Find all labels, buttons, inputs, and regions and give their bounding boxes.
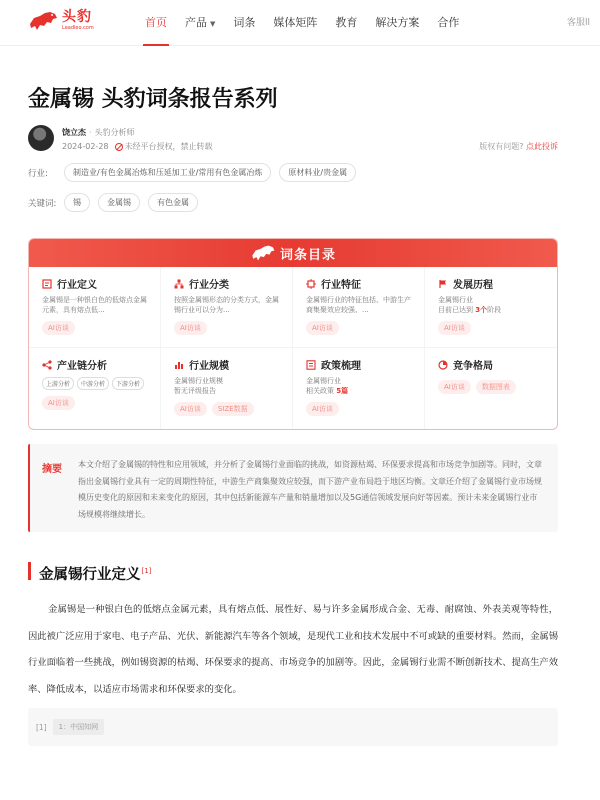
logo-text: 头豹 xyxy=(62,9,92,25)
author-role: 头豹分析师 xyxy=(94,128,135,137)
scale-icon xyxy=(174,360,184,370)
ai-interview-tag[interactable]: AI访谈 xyxy=(174,321,207,335)
author-avatar[interactable] xyxy=(28,125,54,151)
entry-toc xyxy=(28,238,558,430)
publish-date: 2024-02-28 xyxy=(62,142,109,151)
nav-products[interactable]: 产品 ▼ xyxy=(185,16,216,29)
upstream-analysis-tag[interactable]: 上游分析 xyxy=(42,377,74,390)
ai-interview-tag[interactable]: AI访谈 xyxy=(438,321,471,335)
report-link[interactable]: 点此投诉 xyxy=(526,142,558,151)
industry-tag[interactable]: 制造业/有色金属冶炼和压延加工业/常用有色金属冶炼 xyxy=(64,163,271,182)
toc-item-description: 金属锡行业的特征包括、中游生产商集聚效应较强、... xyxy=(306,296,411,314)
summary-box xyxy=(28,444,558,532)
definition-icon xyxy=(42,279,52,289)
section-accent-bar xyxy=(28,562,31,580)
toc-item-classification[interactable]: 行业分类 按照金属锡形态的分类方式，金属锡行业可以分为... AI访谈 xyxy=(161,267,293,348)
main-nav xyxy=(136,0,468,46)
keywords-label: 关键词: xyxy=(28,198,57,209)
keyword-tags xyxy=(28,193,206,212)
toc-title: 词条目录 xyxy=(279,247,336,263)
toc-item-features[interactable]: 行业特征 金属锡行业的特征包括、中游生产商集聚效应较强、... AI访谈 xyxy=(293,267,425,348)
feature-icon xyxy=(306,279,316,289)
summary-label: 摘要 xyxy=(42,464,62,475)
toc-item-description: 金属锡是一种银白色的低熔点金属元素，具有熔点低... xyxy=(42,296,147,314)
competition-icon xyxy=(438,360,448,370)
history-icon xyxy=(438,279,448,289)
industry-label: 行业: xyxy=(28,168,48,179)
keyword-tag[interactable]: 金属锡 xyxy=(98,193,140,212)
ai-interview-tag[interactable]: AI访谈 xyxy=(42,321,75,335)
author-name[interactable]: 饶立杰 xyxy=(62,128,86,137)
industry-tag[interactable]: 原材料业/贵金属 xyxy=(279,163,356,182)
ai-interview-tag[interactable]: AI访谈 xyxy=(306,402,339,416)
size-data-tag[interactable]: SIZE数据 xyxy=(212,402,254,416)
customer-service-link[interactable]: 客服ll xyxy=(566,18,590,28)
summary-text: 本文介绍了金属锡的特性和应用领域，并分析了金属锡行业面临的挑战，如资源枯竭、环保要求提高和市场竞争加剧等。同时，文章指出金属锡行业具有一定的周期性特征，中游生产商集聚效应较强，而下游产业布局趋于地区均衡。文章还介绍了金属锡行业市场规模历史变化的原因和未来变化的原因，其中包括新能源车产量和销量增加以及5G通信领域发展向好等因素。预计未来金属锡行业市场规模将继续增长。 xyxy=(78,460,542,519)
author-separator: · xyxy=(89,128,92,137)
toc-item-competition[interactable]: 竞争格局 AI访谈 数据图表 xyxy=(425,348,557,430)
toc-item-industry-chain[interactable]: 产业链分析 上游分析 中游分析 下游分析 AI访谈 xyxy=(29,348,161,430)
toc-item-description: 金属锡行业规模 暂无评级报告 xyxy=(174,377,223,395)
nav-cooperation[interactable]: 合作 xyxy=(437,16,460,29)
ai-interview-tag[interactable]: AI访谈 xyxy=(174,402,207,416)
leadleo-logo[interactable] xyxy=(28,9,94,32)
ai-interview-tag[interactable]: AI访谈 xyxy=(438,380,471,394)
nav-education[interactable]: 教育 xyxy=(335,16,358,29)
toc-item-description: 金属锡行业 相关政策 5篇 xyxy=(306,377,349,395)
industry-tags xyxy=(28,163,364,182)
article-meta xyxy=(62,141,213,152)
nav-home[interactable]: 首页 xyxy=(136,0,176,46)
reference-source[interactable]: 1：中国知网 xyxy=(53,719,104,735)
toc-header xyxy=(29,239,557,267)
ai-interview-tag[interactable]: AI访谈 xyxy=(306,321,339,335)
downstream-analysis-tag[interactable]: 下游分析 xyxy=(112,377,144,390)
toc-item-history[interactable]: 发展历程 金属锡行业 目前已达到 3个阶段 AI访谈 xyxy=(425,267,557,348)
policy-icon xyxy=(306,360,316,370)
page-title: 金属锡 头豹词条报告系列 xyxy=(28,87,278,112)
copyright-report: 版权有问题? 点此投诉 xyxy=(479,142,558,151)
section-title: 金属锡行业定义[1] xyxy=(39,566,152,583)
top-navigation xyxy=(0,0,600,46)
leopard-icon xyxy=(250,244,276,262)
toc-item-policy[interactable]: 政策梳理 金属锡行业 相关政策 5篇 AI访谈 xyxy=(293,348,425,430)
data-chart-tag[interactable]: 数据图表 xyxy=(476,380,516,394)
toc-item-description: 按照金属锡形态的分类方式，金属锡行业可以分为... xyxy=(174,296,279,314)
nav-solutions[interactable]: 解决方案 xyxy=(375,16,420,29)
nav-media[interactable]: 媒体矩阵 xyxy=(273,16,318,29)
toc-item-scale[interactable]: 行业规模 金属锡行业规模 暂无评级报告 AI访谈 SIZE数据 xyxy=(161,348,293,430)
chain-icon xyxy=(42,360,52,370)
toc-item-description: 金属锡行业 目前已达到 3个阶段 xyxy=(438,296,502,314)
keyword-tag[interactable]: 锡 xyxy=(64,193,90,212)
ai-interview-tag[interactable]: AI访谈 xyxy=(42,396,75,410)
keyword-tag[interactable]: 有色金属 xyxy=(148,193,198,212)
section-body: 金属锡是一种银白色的低熔点金属元素，具有熔点低、展性好、易与许多金属形成合金、无毒、耐腐蚀、外表美观等特性，因此被广泛应用于家电、电子产品、光伏、新能源汽车等各个领域，是现代工业和技术发展中不可或缺的重要材料。然而，金属锡行业面临着一些挑战，例如锡资源的枯竭、环保要求的提高、市场竞争的加剧等。因此，金属锡行业需不断创新技术、提高生产效率、降低成本，以适应市场需求和环保要求的变化。 xyxy=(28,604,558,695)
chevron-down-icon: ▼ xyxy=(210,20,216,28)
reference-marker[interactable]: [1] xyxy=(141,567,152,575)
reference-box xyxy=(28,708,558,746)
prohibited-icon xyxy=(115,143,123,151)
nav-entries[interactable]: 词条 xyxy=(233,16,256,29)
author-info xyxy=(62,127,135,138)
leopard-logo-icon xyxy=(28,10,58,32)
copyright-notice: 未经平台授权，禁止转载 xyxy=(124,142,213,151)
toc-item-definition[interactable]: 行业定义 金属锡是一种银白色的低熔点金属元素，具有熔点低... AI访谈 xyxy=(29,267,161,348)
classification-icon xyxy=(174,279,184,289)
logo-domain: Leadleo.com xyxy=(62,25,94,31)
midstream-analysis-tag[interactable]: 中游分析 xyxy=(77,377,109,390)
reference-number: [1] xyxy=(36,722,47,732)
